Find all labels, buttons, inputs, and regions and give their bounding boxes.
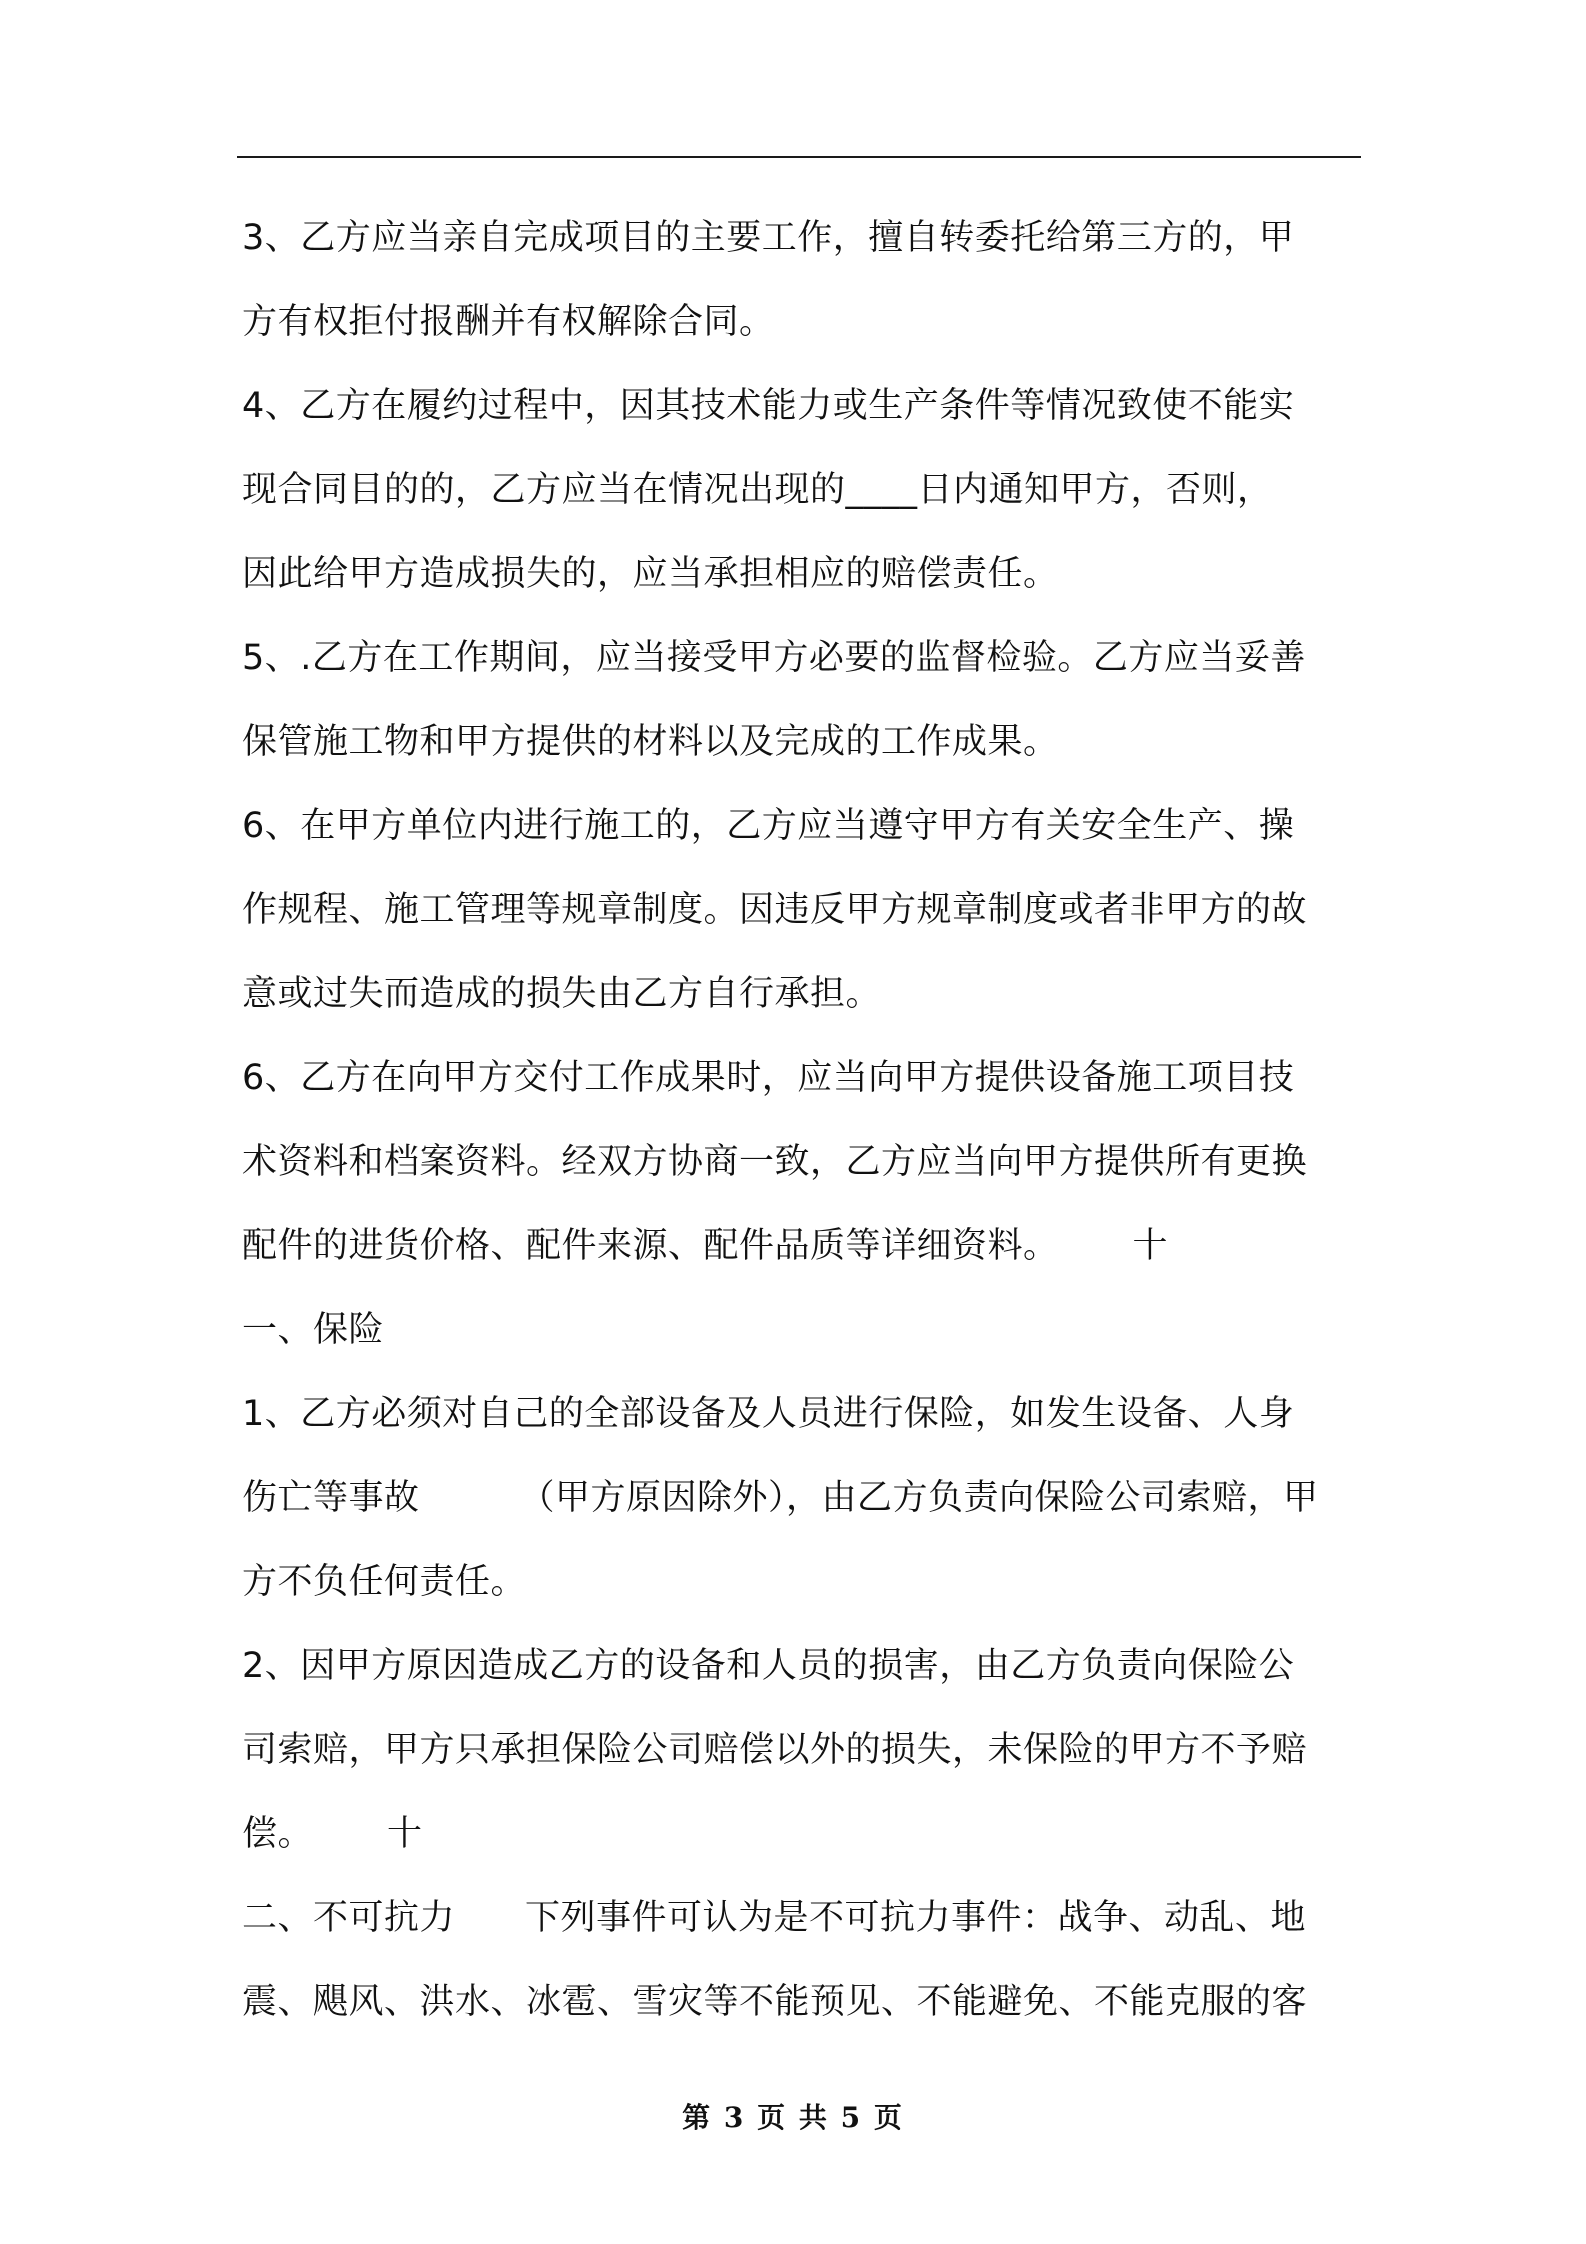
text-segment: 下列事件可认为是不可抗力事件：战争、动乱、地 xyxy=(525,1898,1307,1938)
text-line-split xyxy=(242,1876,1357,1960)
section-heading-force-majeure: 二、不可抗力 xyxy=(242,1898,456,1938)
text-line: 术资料和档案资料。经双方协商一致，乙方应当向甲方提供所有更换 xyxy=(242,1142,1308,1182)
text-segment: 偿。 xyxy=(242,1814,314,1854)
text-line: 保管施工物和甲方提供的材料以及完成的工作成果。 xyxy=(242,722,1059,762)
text-segment: 配件的进货价格、配件来源、配件品质等详细资料。 xyxy=(242,1226,1059,1266)
page-number: 第 3 页 共 5 页 xyxy=(682,2101,904,2134)
document-body xyxy=(242,196,1357,2044)
text-line: 震、飓风、洪水、冰雹、雪灾等不能预见、不能避免、不能克服的客 xyxy=(242,1982,1308,2022)
text-line-split xyxy=(242,1456,1357,1540)
text-line: 1、乙方必须对自己的全部设备及人员进行保险，如发生设备、人身 xyxy=(242,1394,1295,1434)
text-line: 3、乙方应当亲自完成项目的主要工作，擅自转委托给第三方的，甲 xyxy=(242,218,1295,258)
text-segment: 伤亡等事故 xyxy=(242,1478,420,1518)
text-segment: （甲方原因除外），由乙方负责向保险公司索赔，甲 xyxy=(519,1478,1319,1518)
text-line: 2、因甲方原因造成乙方的设备和人员的损害，由乙方负责向保险公 xyxy=(242,1646,1295,1686)
text-line: 4、乙方在履约过程中，因其技术能力或生产条件等情况致使不能实 xyxy=(242,386,1295,426)
plus-mark: 十 xyxy=(387,1814,423,1854)
header-rule xyxy=(237,156,1361,158)
plus-mark: 十 xyxy=(1132,1226,1169,1266)
text-line-with-mark xyxy=(242,1792,1357,1876)
text-line: 方不负任何责任。 xyxy=(242,1562,527,1602)
text-line: 6、在甲方单位内进行施工的，乙方应当遵守甲方有关安全生产、操 xyxy=(242,806,1295,846)
text-line: 6、乙方在向甲方交付工作成果时，应当向甲方提供设备施工项目技 xyxy=(242,1058,1295,1098)
text-line: 因此给甲方造成损失的，应当承担相应的赔偿责任。 xyxy=(242,554,1059,594)
text-line: 现合同目的的，乙方应当在情况出现的____日内通知甲方，否则， xyxy=(242,470,1273,510)
text-line: 方有权拒付报酬并有权解除合同。 xyxy=(242,302,775,342)
text-line: 意或过失而造成的损失由乙方自行承担。 xyxy=(242,974,882,1014)
text-line: 司索赔，甲方只承担保险公司赔偿以外的损失，未保险的甲方不予赔 xyxy=(242,1730,1308,1770)
text-line-with-mark xyxy=(242,1204,1357,1288)
text-line: 5、.乙方在工作期间，应当接受甲方必要的监督检验。乙方应当妥善 xyxy=(242,638,1306,678)
section-heading-insurance: 一、保险 xyxy=(242,1310,385,1350)
text-line: 作规程、施工管理等规章制度。因违反甲方规章制度或者非甲方的故 xyxy=(242,890,1308,930)
